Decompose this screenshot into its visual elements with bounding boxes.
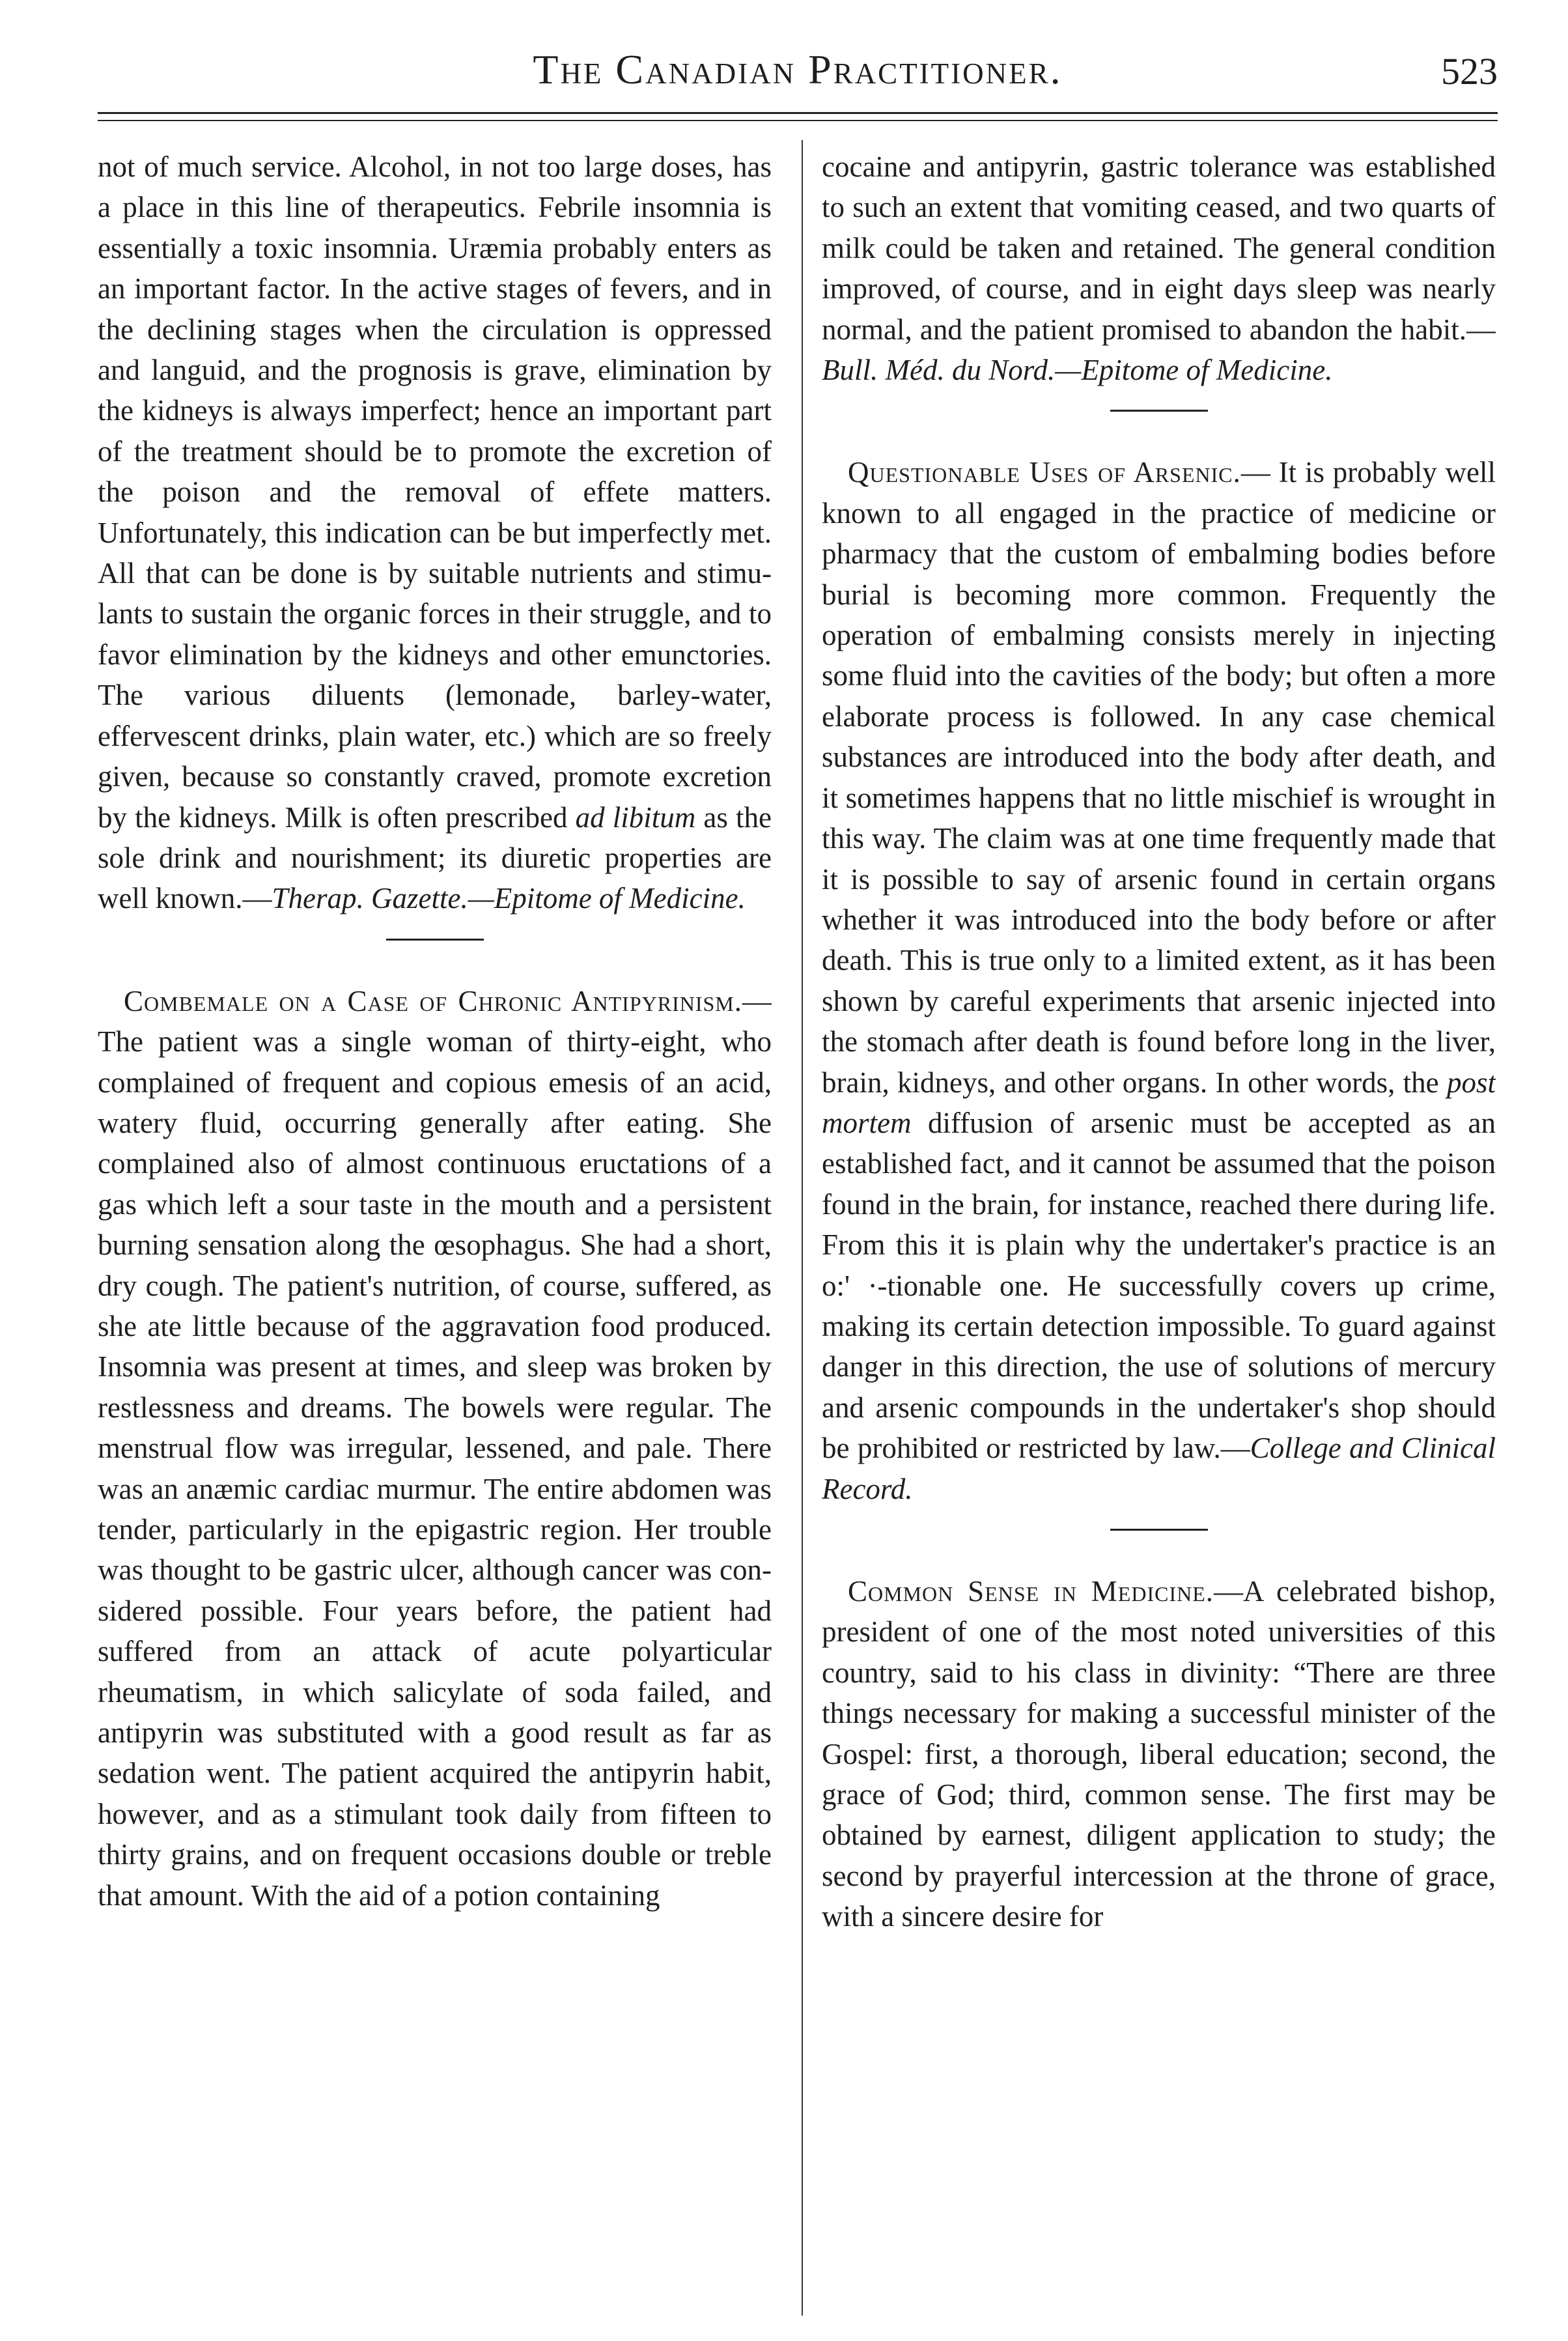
right-column	[822, 147, 1496, 2316]
header-rule-thin	[98, 120, 1498, 121]
page-number: 523	[1441, 50, 1498, 92]
paragraph-text: as the sole drink and nourishment; its diuretic properties are well known.—	[98, 801, 772, 915]
citation: Therap. Gazette.—Epitome of Medicine.	[272, 882, 746, 915]
arsenic-article	[822, 452, 1496, 1509]
section-separator	[1110, 410, 1208, 412]
section-separator	[1110, 1529, 1208, 1531]
article-heading: Common Sense in Medicine.	[848, 1575, 1214, 1608]
paragraph-text: cocaine and antipyrin, gastric tolerance was established to such an extent that vomiting ceased, and two quarts of milk could be taken and retained. The general condition improved, of course, and in eight days sleep was nearly normal, and the patient promised to abandon the habit.—	[822, 150, 1496, 346]
article-body: —A celebrated bishop, president of one of the most noted universities of this country, said to his class in divinity: “There are three things necessary for making a successful minister of the Gospel: first, a thorough, liberal education; second, the grace of God; third, common sense. The first may be obtained by earnest, diligent application to study; the second by prayerful intercession at the throne of grace, with a sincere desire for	[822, 1575, 1496, 1933]
header-rule-thick	[98, 112, 1498, 114]
running-title: The Canadian Practitioner.	[533, 46, 1063, 92]
paragraph-text: not of much service. Alcohol, in not too large doses, has a place in this line of therapeutics. Febrile insomnia is essentially a toxic insomnia. Uræmia probably enters as an important factor. In the active stages of fevers, and in the declining stages when the circulation is oppressed and languid, and the prognosis is grave, elimination by the kidneys is always imperfect; hence an important part of the treatment should be to promote the excretion of the poison and the removal of effete matters. Unfortunately, this indication can be but imperfectly met. All that can be done is by suitable nutrients and stimulants to sustain the organic forces in their struggle, and to favor elimination by the kidneys and other emunctories. The various diluents (lemonade, barley-water, effervescent drinks, plain water, etc.) which are so freely given, because so constantly craved, promote excretion by the kidneys. Milk is often prescribed	[98, 150, 772, 834]
page-header	[98, 46, 1498, 104]
section-separator	[386, 939, 484, 941]
common-sense-article	[822, 1571, 1496, 1937]
article-heading: Combemale on a Case of Chronic Antipyrinism.	[124, 984, 742, 1017]
febrile-insomnia-paragraph	[98, 147, 772, 919]
antipyrinism-continued	[822, 147, 1496, 390]
italic-phrase: ad libitum	[575, 801, 696, 834]
italic-phrase: post mortem	[822, 1066, 1496, 1139]
citation: College and Clinical Record.	[822, 1432, 1496, 1505]
citation: Bull. Méd. du Nord.—Epitome of Medicine.	[822, 354, 1333, 387]
column-divider	[802, 140, 803, 2316]
antipyrinism-article	[98, 981, 772, 1916]
article-body: — It is probably well known to all engaged in the practice of medicine or pharmacy that the custom of embalming bodies before burial is becoming more common. Frequently the operation of embalming consists merely in injecting some fluid into the cavities of the body; but often a more elaborate process is followed. In any case chemical substances are introduced into the body after death, and it sometimes happens that no little mischief is wrought in this way. The claim was at one time frequently made that it is possible to say of arsenic found in certain organs whether it was introduced into the body before or after death. This is true only to a limited extent, as it has been shown by careful experiments that arsenic injected into the stomach after death is found before long in the liver, brain, kidneys, and other organs. In other words, the	[822, 456, 1496, 1099]
left-column	[98, 147, 772, 2316]
article-body: diffusion of arsenic must be accepted as an established fact, and it cannot be assumed that the poison found in the brain, for instance, reached there during life. From this it is plain why the undertaker's practice is an o:' ·-tionable one. He successfully covers up crime, making its certain detection impossible. To guard against danger in this direction, the use of solutions of mercury and arsenic compounds in the undertaker's shop should be prohibited or restricted by law.—	[822, 1106, 1496, 1465]
article-body: —The patient was a single woman of thirty-eight, who complained of frequent and copious emesis of an acid, watery fluid, occurring generally after eating. She complained also of almost continuous eructations of a gas which left a sour taste in the mouth and a persistent burning sensation along the œsophagus. She had a short, dry cough. The patient's nutrition, of course, suffered, as she ate little because of the aggravation food produced. Insomnia was present at times, and sleep was broken by restlessness and dreams. The bowels were regular. The menstrual flow was irregular, lessened, and pale. There was an anæmic cardiac murmur. The entire abdomen was tender, particularly in the epigastric region. Her trouble was thought to be gastric ulcer, although cancer was considered possible. Four years before, the patient had suffered from an attack of acute polyarticular rheumatism, in which salicylate of soda failed, and antipyrin was substituted with a good result as far as sedation went. The patient acquired the antipyrin habit, however, and as a stimulant took daily from fifteen to thirty grains, and on frequent occasions double or treble that amount. With the aid of a potion containing	[98, 984, 772, 1912]
article-heading: Questionable Uses of Arsenic.	[848, 456, 1241, 489]
